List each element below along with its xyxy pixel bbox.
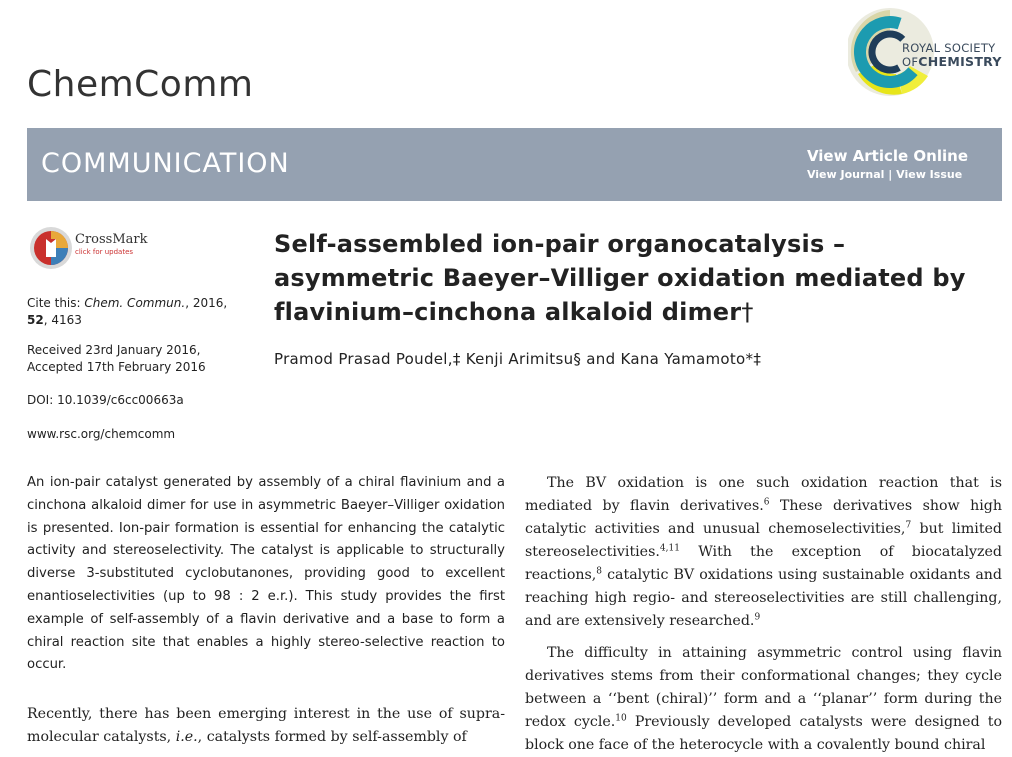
citation-ref[interactable]: 9 (754, 612, 761, 623)
crossmark-sub: click for updates (75, 248, 134, 256)
citation-ref[interactable]: 6 (763, 497, 770, 508)
crossmark-name: CrossMark (75, 232, 148, 247)
cite-volume: 52 (27, 313, 44, 327)
abstract: An ion-pair catalyst generated by assembly of a chiral flavinium and a cinchona alkaloid dimer for use in asymmetric Baeyer–Villiger oxidation is presented. Ion-pair formation is essential for enhancing the catalytic activity and stereoselectivity. The catalyst is applicable to structurally diverse 3-substituted cyclobutanones, providing good to excellent enantioselectivities (up to 98 : 2 e.r.). This study provides the first example of self-assembly of a flavin derivative and a base to form a chiral reaction site that enables a highly stereo-selective reaction to occur. (27, 475, 505, 673)
cite-year: , 2016, (185, 296, 228, 310)
dates (27, 342, 247, 376)
journal-website-link[interactable]: www.rsc.org/chemcomm (27, 427, 176, 441)
cite-label: Cite this: (27, 296, 85, 310)
logo-text-line1: ROYAL SOCIETY (902, 41, 996, 55)
crossmark-badge[interactable] (29, 226, 159, 270)
body-paragraph (525, 472, 1002, 633)
citation-ref[interactable]: 8 (596, 566, 603, 577)
article-title (274, 227, 1009, 329)
body-text: catalytic BV oxidations using sustainable oxidants and reaching high regio- and stereoselectivities are still challenging, and are extensively researched. (525, 567, 1002, 629)
view-issue-link[interactable]: View Issue (896, 168, 963, 181)
intro-paragraph (27, 703, 505, 749)
crossmark-icon (29, 226, 73, 270)
body-text: The difficulty in attaining asymmetric control using flavin derivatives stems from their conformational changes; they cycle between a ‘‘bent (chiral)’’ form and a ‘‘planar’’ form during the redox cycle. (525, 645, 1002, 730)
logo-text-of: OF (902, 55, 919, 69)
article-type-banner (27, 128, 1002, 201)
body-text: With the exception of biocatalyzed reactions, (525, 544, 1002, 583)
accepted-date: Accepted 17th February 2016 (27, 360, 206, 374)
body-text: The BV oxidation is one such oxidation reaction that is mediated by flavin derivatives. (525, 475, 1002, 514)
view-journal-link[interactable]: View Journal (806, 168, 885, 181)
intro-text-b: , catalysts formed by self-assembly of (197, 729, 467, 745)
doi[interactable]: DOI: 10.1039/c6cc00663a (27, 393, 184, 407)
body-right-column (525, 472, 1002, 757)
cite-page: , 4163 (43, 313, 82, 327)
author-list: Pramod Prasad Poudel,‡ Kenji Arimitsu§ and Kana Yamamoto*‡ (274, 350, 762, 368)
rsc-logo[interactable] (848, 2, 1008, 102)
logo-text-chemistry: CHEMISTRY (918, 54, 1002, 69)
body-text: These derivatives show high catalytic activities and unusual chemoselectivities, (525, 498, 1002, 537)
title-text: Self-assembled ion-pair organocatalysis – asymmetric Baeyer–Villiger oxidation mediated by flavinium–cinchona alkaloid dimer (274, 230, 966, 326)
citation-ref[interactable]: 7 (905, 520, 912, 531)
view-article-online-link[interactable]: View Article Online (806, 147, 968, 165)
citation-ref[interactable]: 4,11 (659, 543, 680, 554)
intro-ie: i.e. (175, 729, 198, 745)
received-date: Received 23rd January 2016, (27, 343, 201, 357)
citation (27, 295, 247, 329)
article-type-label: COMMUNICATION (41, 148, 290, 179)
intro-text-a: Recently, there has been emerging interest in the use of supra-molecular catalysts, (27, 706, 505, 745)
body-text: Previously developed catalysts were designed to block one face of the heterocycle with a covalently bound chiral (525, 714, 1002, 753)
cite-journal: Chem. Commun. (84, 296, 186, 310)
link-separator: | (888, 168, 893, 181)
body-text: but limited stereoselectivities. (525, 521, 1002, 560)
journal-name: ChemComm (27, 64, 254, 105)
crossmark-text (75, 232, 147, 256)
journal-issue-links (807, 168, 968, 181)
title-footnote-mark[interactable]: † (741, 298, 754, 326)
citation-ref[interactable]: 10 (615, 713, 627, 724)
body-paragraph (525, 642, 1002, 757)
banner-links (807, 147, 968, 181)
